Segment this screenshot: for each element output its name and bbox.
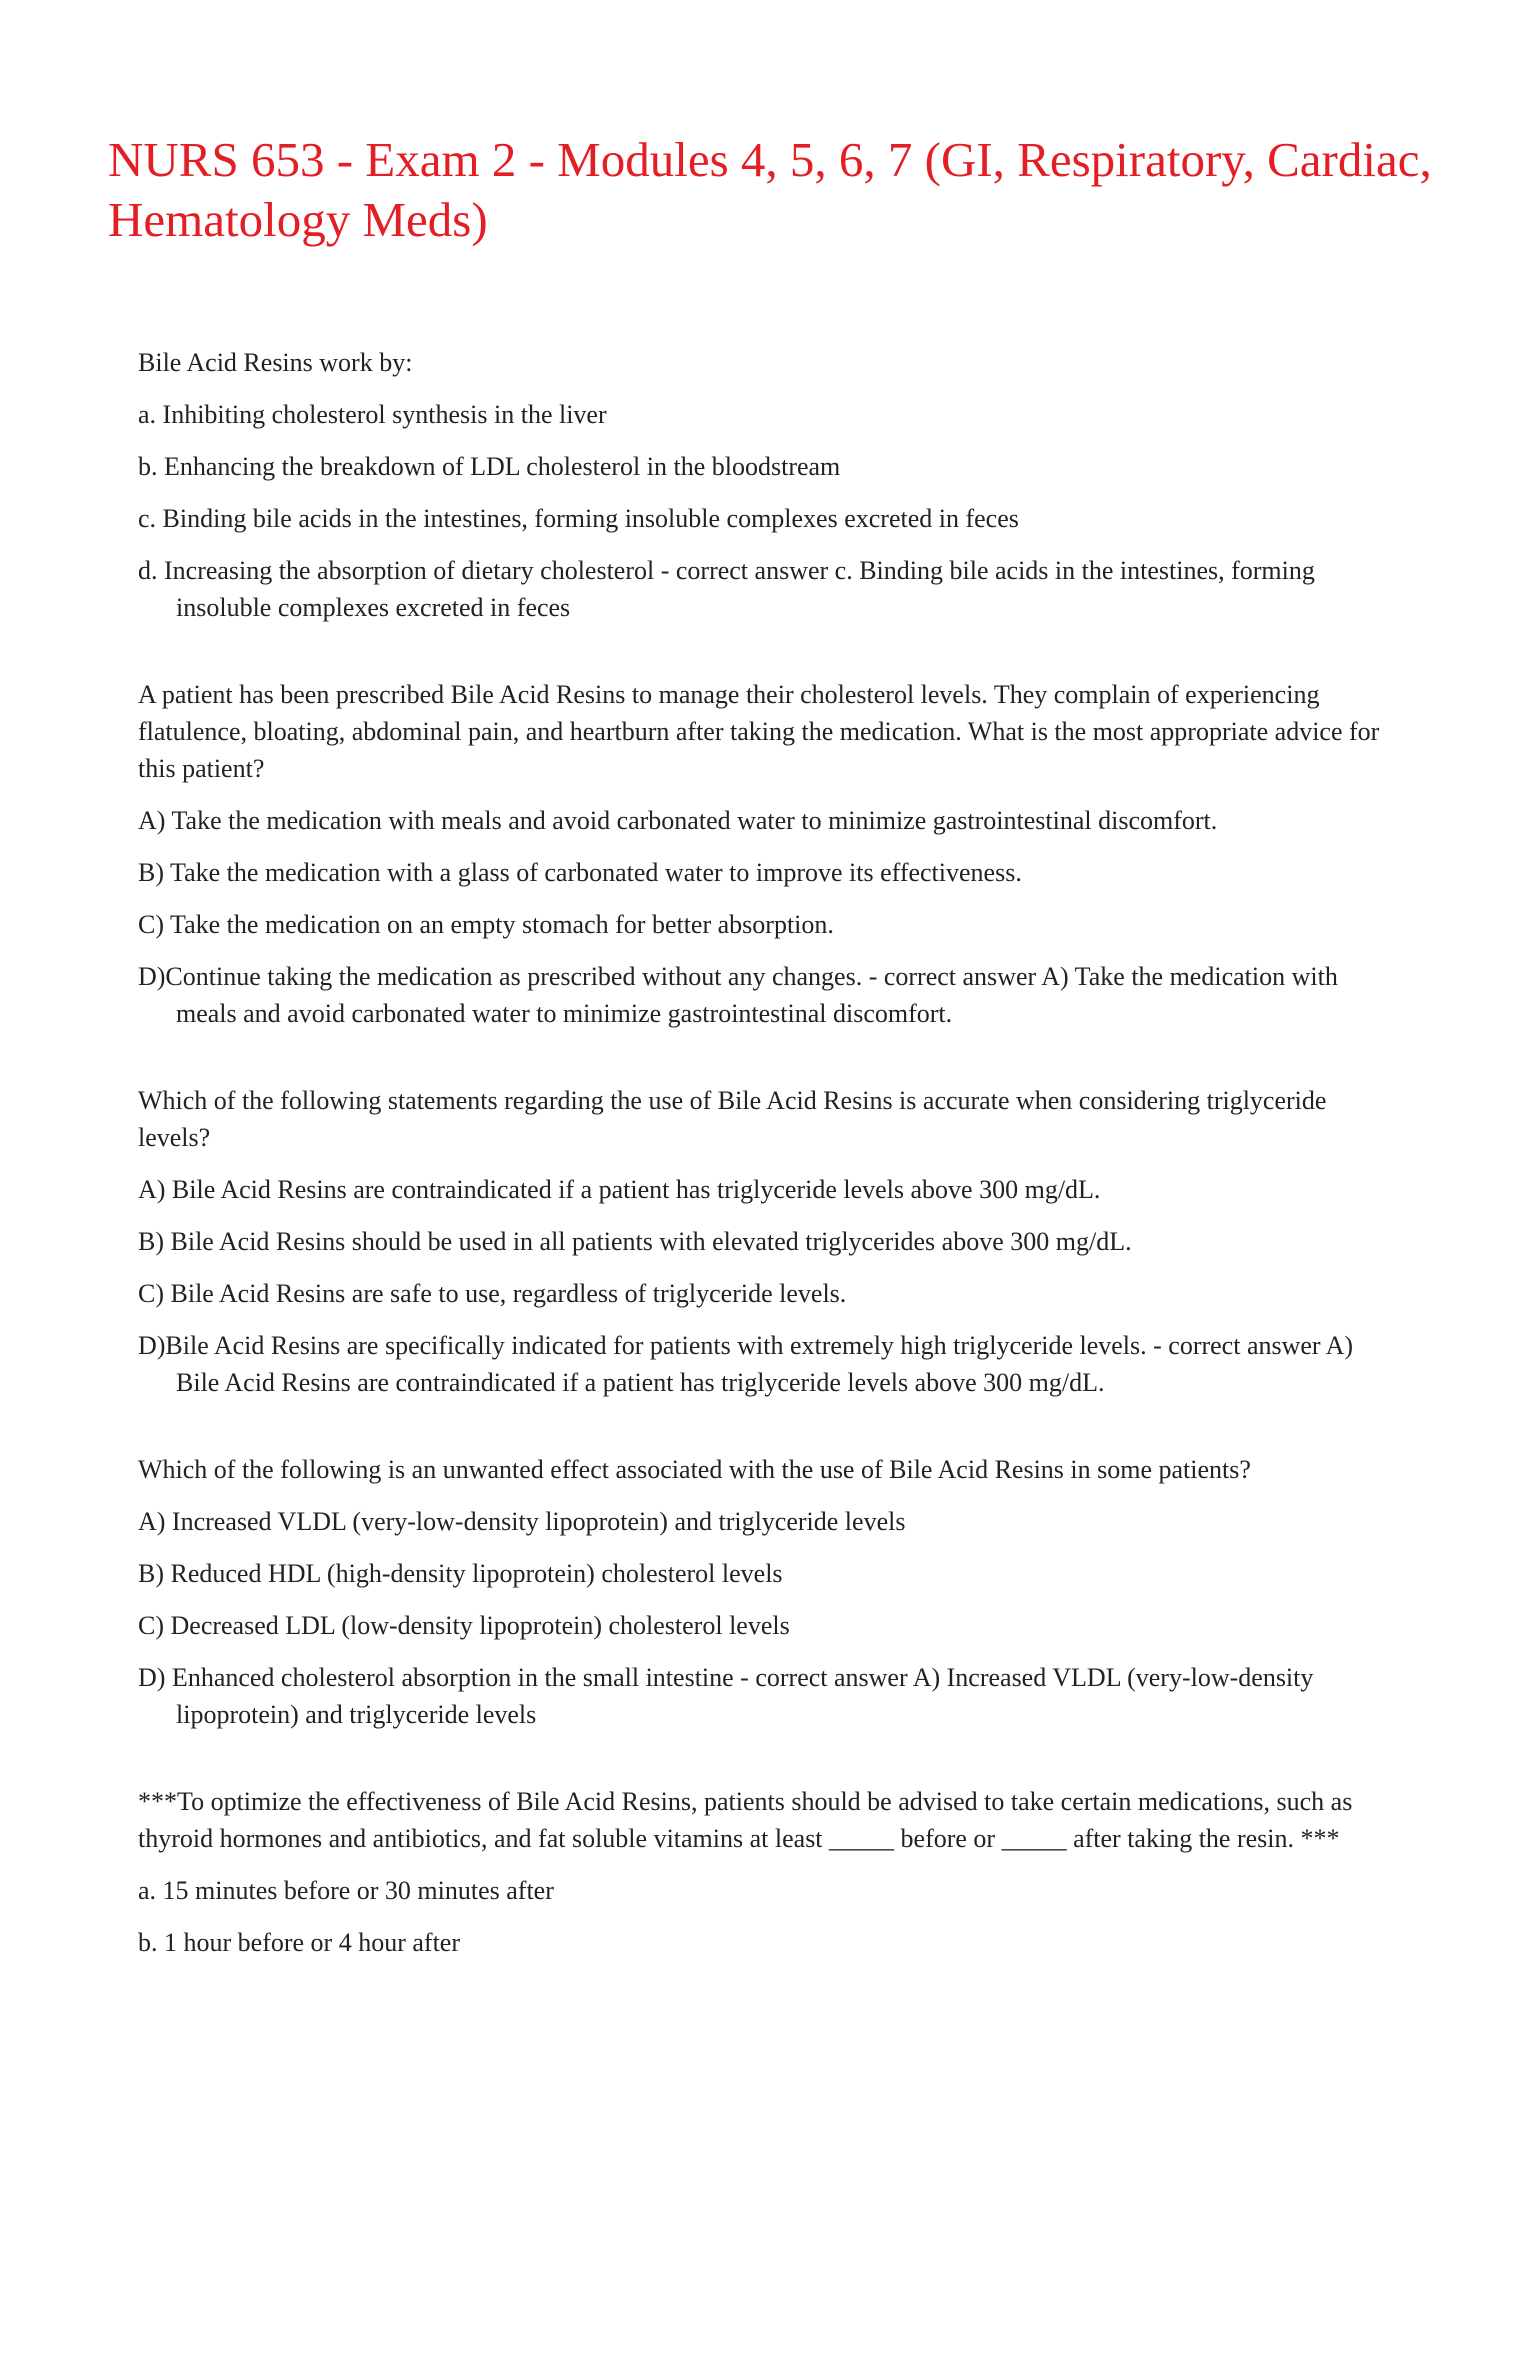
answer-options — [138, 396, 1398, 626]
answer-option: A) Increased VLDL (very-low-density lipoprotein) and triglyceride levels — [138, 1507, 906, 1536]
answer-option: a. Inhibiting cholesterol synthesis in the liver — [138, 400, 607, 429]
document-title: NURS 653 - Exam 2 - Modules 4, 5, 6, 7 (GI, Respiratory, Cardiac, Hematology Meds) — [108, 132, 1432, 247]
answer-option: D)Continue taking the medication as prescribed without any changes. - correct answer A) Take the medication with meals and avoid carbonated water to minimize gastrointestinal discomfort. — [138, 962, 1338, 1028]
question-stem: A patient has been prescribed Bile Acid Resins to manage their cholesterol levels. They complain of experiencing flatulence, bloating, abdominal pain, and heartburn after taking the medication. What is the most appropriate advice for this patient? — [138, 680, 1380, 783]
question-stem: Which of the following statements regarding the use of Bile Acid Resins is accurate when considering triglyceride levels? — [138, 1086, 1327, 1152]
answer-option: C) Bile Acid Resins are safe to use, regardless of triglyceride levels. — [138, 1279, 847, 1308]
question-list — [138, 344, 1398, 2011]
answer-option: C) Take the medication on an empty stomach for better absorption. — [138, 910, 834, 939]
question-5 — [138, 1783, 1398, 1961]
answer-options — [138, 1171, 1398, 1401]
answer-option: B) Reduced HDL (high-density lipoprotein) cholesterol levels — [138, 1559, 783, 1588]
question-stem: Bile Acid Resins work by: — [138, 348, 413, 377]
answer-option: b. 1 hour before or 4 hour after — [138, 1928, 460, 1957]
answer-options — [138, 802, 1398, 1032]
answer-option: D) Enhanced cholesterol absorption in the small intestine - correct answer A) Increased VLDL (very-low-density lipoprotein) and triglyceride levels — [138, 1663, 1314, 1729]
answer-option: B) Bile Acid Resins should be used in all patients with elevated triglycerides above 300 mg/dL. — [138, 1227, 1132, 1256]
answer-option: A) Bile Acid Resins are contraindicated if a patient has triglyceride levels above 300 mg/dL. — [138, 1175, 1101, 1204]
answer-options — [138, 1872, 1398, 1961]
answer-option: D)Bile Acid Resins are specifically indicated for patients with extremely high triglyceride levels. - correct answer A) Bile Acid Resins are contraindicated if a patient has triglyceride levels above 300 mg/dL. — [138, 1331, 1354, 1397]
question-stem: Which of the following is an unwanted effect associated with the use of Bile Acid Resins in some patients? — [138, 1455, 1251, 1484]
answer-option: a. 15 minutes before or 30 minutes after — [138, 1876, 554, 1905]
question-2 — [138, 676, 1398, 1032]
question-stem: ***To optimize the effectiveness of Bile Acid Resins, patients should be advised to take certain medications, such as thyroid hormones and antibiotics, and fat soluble vitamins at least _____ before or _____ after taking the resin. *** — [138, 1787, 1353, 1853]
question-1 — [138, 344, 1398, 626]
answer-option: B) Take the medication with a glass of carbonated water to improve its effectiveness. — [138, 858, 1022, 887]
answer-option: c. Binding bile acids in the intestines, forming insoluble complexes excreted in feces — [138, 504, 1019, 533]
question-3 — [138, 1082, 1398, 1401]
answer-options — [138, 1503, 1398, 1733]
answer-option: C) Decreased LDL (low-density lipoprotein) cholesterol levels — [138, 1611, 790, 1640]
answer-option: A) Take the medication with meals and avoid carbonated water to minimize gastrointestinal discomfort. — [138, 806, 1218, 835]
answer-option: d. Increasing the absorption of dietary cholesterol - correct answer c. Binding bile acids in the intestines, forming insoluble complexes excreted in feces — [138, 556, 1315, 622]
question-4 — [138, 1451, 1398, 1733]
answer-option: b. Enhancing the breakdown of LDL cholesterol in the bloodstream — [138, 452, 841, 481]
